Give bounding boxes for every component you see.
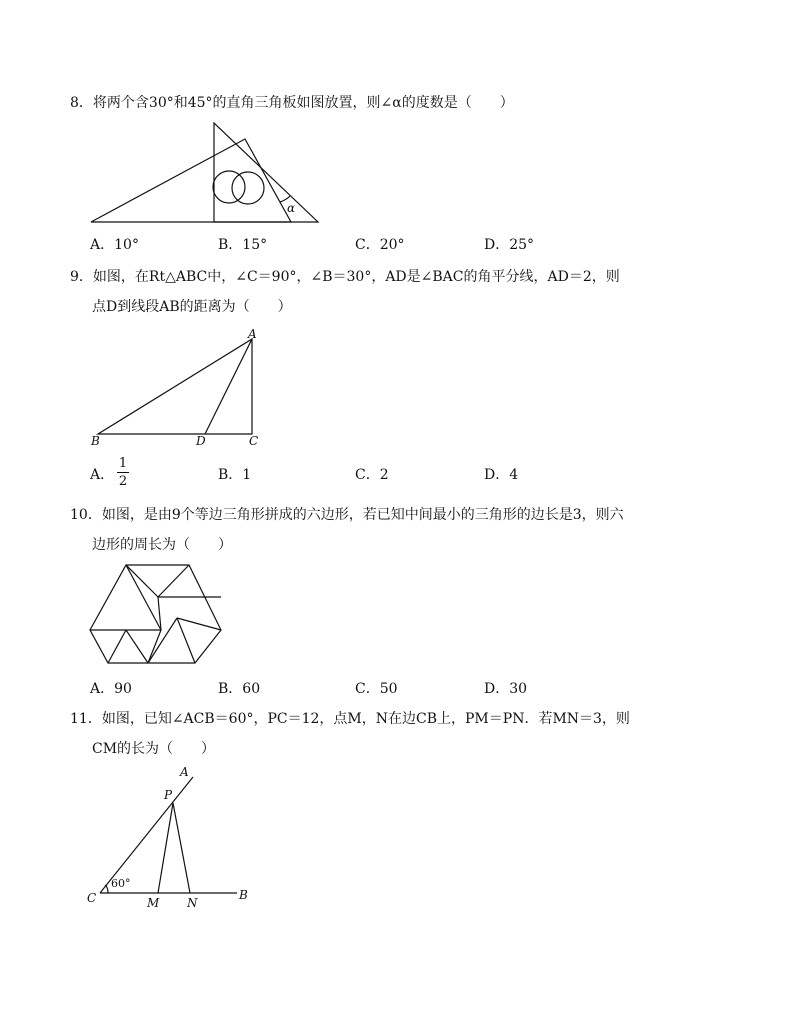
- option-letter: B．: [218, 467, 243, 483]
- question-8-number: 8．: [70, 95, 93, 111]
- option-value: 4: [509, 467, 519, 483]
- question-11-text: 如图，已知∠ACB＝60°，PC＝12，点M，N在边CB上，PM＝PN．若MN＝3，则: [101, 711, 630, 727]
- option-value: 25°: [509, 237, 535, 253]
- option-letter: A．: [90, 467, 115, 483]
- option-letter: A．: [90, 237, 115, 253]
- question-9-text: 如图，在Rt△ABC中，∠C＝90°，∠B＝30°，AD是∠BAC的角平分线，AD＝2，则: [92, 269, 620, 285]
- option-letter: B．: [218, 237, 243, 253]
- question-8-text: 将两个含30°和45°的直角三角板如图放置，则∠α的度数是（ ）: [92, 95, 514, 111]
- option-letter: C．: [355, 467, 380, 483]
- question-11-line-2: CM的长为（ ）: [92, 741, 216, 757]
- option-value: 2: [379, 467, 389, 483]
- option-letter: B．: [218, 681, 243, 697]
- option-value: 1: [242, 467, 252, 483]
- question-10-line-2: 边形的周长为（ ）: [92, 537, 232, 553]
- option-letter: D．: [484, 467, 510, 483]
- option-letter: C．: [355, 681, 380, 697]
- question-10-text: 如图，是由9个等边三角形拼成的六边形，若已知中间最小的三角形的边长是3，则六: [101, 507, 624, 523]
- point-d-label: D: [196, 434, 206, 448]
- point-b-label: B: [239, 888, 248, 902]
- option-letter: D．: [484, 237, 510, 253]
- fraction-denominator: 2: [118, 474, 128, 489]
- option-value: 60: [242, 681, 261, 697]
- option-value: 20°: [379, 237, 405, 253]
- angle-60-label: 60°: [111, 877, 131, 890]
- question-9-number: 9．: [70, 269, 93, 285]
- option-value: 90: [114, 681, 132, 697]
- question-9-line-2: 点D到线段AB的距离为（ ）: [92, 299, 292, 315]
- point-b-label: B: [91, 434, 100, 448]
- option-value: 30: [509, 681, 528, 697]
- point-a-label: A: [180, 765, 189, 779]
- point-a-label: A: [248, 327, 257, 341]
- point-p-label: P: [164, 788, 173, 802]
- fraction-numerator: 1: [118, 456, 128, 471]
- option-value: 15°: [242, 237, 268, 253]
- option-value: 50: [379, 681, 398, 697]
- point-m-label: M: [147, 896, 160, 910]
- alpha-label: α: [287, 201, 296, 215]
- question-10-number: 10．: [70, 507, 102, 523]
- option-letter: D．: [484, 681, 510, 697]
- point-n-label: N: [187, 896, 198, 910]
- option-value: 10°: [114, 237, 139, 253]
- point-c-label: C: [87, 891, 97, 905]
- point-c-label: C: [249, 434, 259, 448]
- question-11-number: 11．: [70, 711, 102, 727]
- option-letter: C．: [355, 237, 380, 253]
- option-letter: A．: [90, 681, 115, 697]
